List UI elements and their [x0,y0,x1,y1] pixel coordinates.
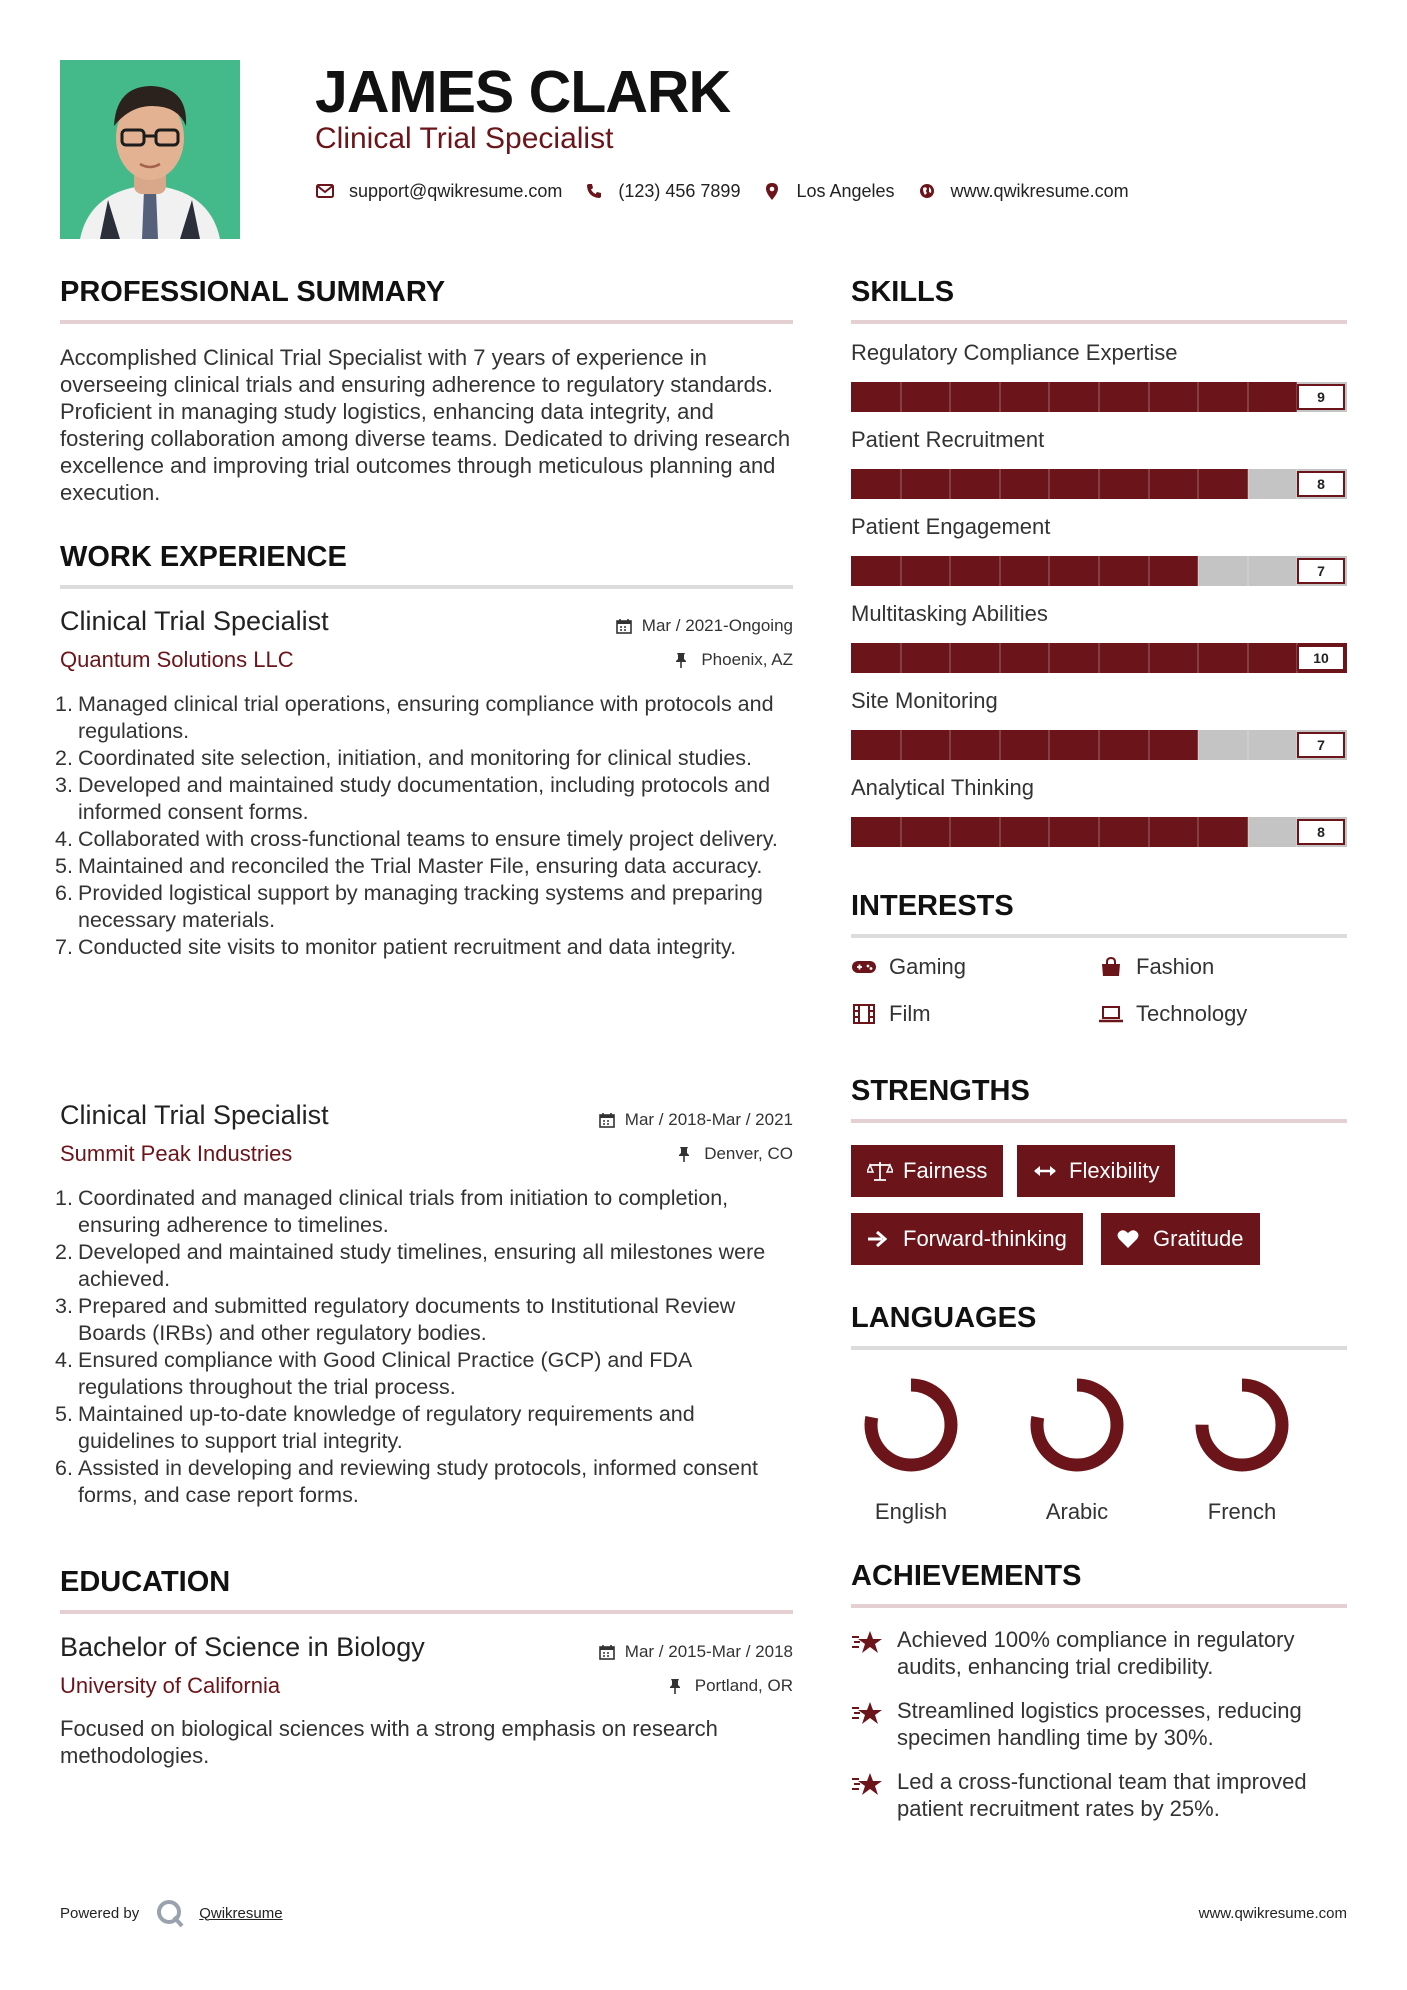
achievement-item [851,1697,1347,1751]
calendar-icon [599,1644,615,1660]
strengths-divider [851,1119,1347,1123]
skill-bar [851,469,1347,499]
experience-heading: WORK EXPERIENCE [60,541,347,573]
skill-bar-segment [900,817,902,847]
skill-level-badge: 8 [1297,819,1345,845]
skill-level-badge: 8 [1297,471,1345,497]
profile-photo [60,60,240,239]
skills-heading: SKILLS [851,276,955,308]
skill-bar-segment [949,643,951,673]
interest-label: Gaming [889,954,967,979]
language-label: Arabic [1045,1499,1109,1524]
skill-bar-segment [1197,643,1199,673]
skill-bar-segment [900,730,902,760]
skill-label: Patient Recruitment [851,427,1045,452]
contact-bar [315,178,1151,204]
skill-bar-segment [1197,556,1199,586]
interests-heading: INTERESTS [851,890,1014,922]
film-icon [851,1003,877,1025]
skill-bar-segment [1247,730,1249,760]
education-location [669,1676,793,1696]
list-item: 1. Coordinated and managed clinical trials from initiation to completion, ensuring adherence to timelines. [55,1186,729,1237]
job-location [675,650,793,670]
skill-bar-segment [999,556,1001,586]
summary-heading: PROFESSIONAL SUMMARY [60,276,446,308]
strength-label: Fairness [903,1158,988,1183]
strength-tag-forward-thinking [851,1213,1083,1265]
skill-bar-segment [1048,382,1050,412]
laptop-icon [1098,1003,1124,1025]
interest-label: Film [889,1001,931,1026]
website-text: www.qwikresume.com [950,180,1129,201]
strength-tag-flexibility [1017,1145,1175,1197]
skill-bar-segment [949,469,951,499]
skill-bar-segment [1247,469,1249,499]
skill-bar-segment [1148,643,1150,673]
job-dates [599,1110,793,1130]
pushpin-icon [675,652,691,668]
achievements-heading: ACHIEVEMENTS [851,1560,1082,1592]
pushpin-icon [669,1678,685,1694]
skill-bar-segment [1048,556,1050,586]
list-item: 2. Developed and maintained study timelines, ensuring all milestones were achieved. [55,1240,766,1291]
list-item: 5. Maintained and reconciled the Trial Master File, ensuring data accuracy. [55,854,763,878]
footer-brand-link[interactable]: Qwikresume [199,1904,283,1922]
interest-gaming [851,954,966,980]
list-item: 3. Prepared and submitted regulatory documents to Institutional Review Boards (IRBs) and other regulatory bodies. [55,1294,736,1345]
email-text: support@qwikresume.com [349,180,563,201]
job-dates-text: Mar / 2018-Mar / 2021 [624,1110,793,1129]
strength-tag-fairness [851,1145,1003,1197]
achievement-text: Streamlined logistics processes, reducing specimen handling time by 30%. [897,1698,1302,1750]
strength-tag-gratitude [1101,1213,1260,1265]
skill-bar [851,382,1347,412]
skill-bar-segment [900,643,902,673]
skill-bar-segment [1197,730,1199,760]
skill-bar-segment [1247,643,1249,673]
skills-divider [851,320,1347,324]
achievement-item [851,1768,1347,1822]
skill-bar [851,817,1347,847]
job-dates [616,616,793,636]
skill-bar-segment [1098,469,1100,499]
school-name: University of California [60,1673,281,1698]
language-ring [856,1370,966,1480]
star-badge-icon [851,1699,885,1729]
education-dates-text: Mar / 2015-Mar / 2018 [624,1642,793,1661]
skill-bar-segment [999,643,1001,673]
skill-bar [851,643,1347,673]
languages-divider [851,1346,1347,1350]
skill-bar-segment [1048,817,1050,847]
skill-bar-segment [1197,382,1199,412]
list-item: 1. Managed clinical trial operations, ensuring compliance with protocols and regulations. [55,692,774,743]
skill-bar [851,730,1347,760]
job-entry-1 [55,606,793,961]
skill-bar-segment [949,817,951,847]
language-arabic [1017,1370,1137,1525]
envelope-icon [315,181,335,201]
skill-bar-segment [1148,730,1150,760]
strength-label: Flexibility [1069,1158,1160,1183]
qwikresume-logo-icon [155,1898,185,1928]
globe-icon [917,181,937,201]
candidate-name: JAMES CLARK [315,59,731,125]
job-bullets [55,691,793,961]
skill-bar-segment [1098,382,1100,412]
skill-bar-segment [999,382,1001,412]
job-location-text: Phoenix, AZ [701,650,793,669]
list-item: 7. Conducted site visits to monitor patient recruitment and data integrity. [55,935,737,959]
achievement-item [851,1626,1347,1680]
list-item: 3. Developed and maintained study documentation, including protocols and informed consent forms. [55,773,771,824]
skill-bar-segment [1148,556,1150,586]
skill-bar-segment [1197,469,1199,499]
footer-url[interactable]: www.qwikresume.com [1198,1905,1347,1922]
skill-label: Analytical Thinking [851,775,1035,800]
language-french [1182,1370,1302,1525]
job-dates-text: Mar / 2021-Ongoing [641,616,793,635]
language-ring [1022,1370,1132,1480]
skill-level-badge: 7 [1297,732,1345,758]
language-label: French [1207,1499,1277,1524]
pushpin-icon [678,1146,694,1162]
job-title: Clinical Trial Specialist [60,1100,329,1130]
skill-bar-fill [851,382,1297,412]
achievement-text: Achieved 100% compliance in regulatory audits, enhancing trial credibility. [897,1627,1295,1679]
gamepad-icon [851,956,877,978]
list-item: 2. Coordinated site selection, initiation, and monitoring for clinical studies. [55,746,753,770]
calendar-icon [616,618,632,634]
avatar-portrait [60,60,240,239]
contact-email[interactable] [315,181,562,202]
candidate-title: Clinical Trial Specialist [315,122,614,155]
skill-label: Regulatory Compliance Expertise [851,340,1178,365]
skill-bar-segment [1247,556,1249,586]
interest-fashion [1098,954,1214,980]
skill-bar-segment [900,382,902,412]
skill-bar-segment [1098,817,1100,847]
skill-bar-segment [1048,730,1050,760]
job-location [678,1144,793,1164]
contact-phone[interactable] [584,181,740,202]
summary-divider [60,320,793,324]
powered-by-label: Powered by [60,1904,140,1922]
skill-label: Site Monitoring [851,688,998,713]
skill-bar-segment [1098,730,1100,760]
strengths-heading: STRENGTHS [851,1075,1030,1107]
skill-bar-segment [999,730,1001,760]
list-item: 6. Assisted in developing and reviewing study protocols, informed consent forms, and case report forms. [55,1456,759,1507]
skill-label: Patient Engagement [851,514,1051,539]
language-ring [1187,1370,1297,1480]
map-pin-icon [762,181,782,201]
language-label: English [874,1499,948,1524]
skill-bar-segment [1048,469,1050,499]
skill-label: Multitasking Abilities [851,601,1048,626]
job-title: Clinical Trial Specialist [60,606,329,636]
job-location-text: Denver, CO [704,1144,793,1163]
list-item: 5. Maintained up-to-date knowledge of regulatory requirements and guidelines to support trial integrity. [55,1402,695,1453]
arrows-horizontal-icon [1033,1160,1059,1182]
skill-bar-segment [999,817,1001,847]
interests-divider [851,934,1347,938]
education-heading: EDUCATION [60,1566,231,1598]
summary-text: Accomplished Clinical Trial Specialist with 7 years of experience in overseeing clinical trials and ensuring adherence to regulatory standards. Proficient in managing study logistics, enhancing data integrity, and fostering collaboration among diverse teams. Dedicated to driving research excellence and improving trial outcomes through meticulous planning and execution. [60,345,791,505]
skill-level-badge: 9 [1297,384,1345,410]
job-company: Summit Peak Industries [60,1141,293,1166]
skill-bar-segment [949,730,951,760]
skill-bar-segment [999,469,1001,499]
location-text: Los Angeles [796,180,895,201]
list-item: 4. Collaborated with cross-functional teams to ensure timely project delivery. [55,827,778,851]
footer-powered-by [60,1898,283,1928]
arrow-right-icon [867,1228,893,1250]
interest-technology [1098,1001,1247,1027]
achievement-text: Led a cross-functional team that improved patient recruitment rates by 25%. [897,1769,1307,1821]
contact-location [762,181,894,202]
star-badge-icon [851,1628,885,1658]
skill-level-badge: 7 [1297,558,1345,584]
skill-bar-segment [949,382,951,412]
education-divider [60,1610,793,1614]
job-bullets [55,1185,793,1509]
skill-bar-segment [1148,382,1150,412]
skill-bar-segment [1197,817,1199,847]
skill-bar-segment [900,556,902,586]
star-badge-icon [851,1770,885,1800]
skill-bar-segment [900,469,902,499]
language-english [851,1370,971,1525]
skill-bar-segment [1148,817,1150,847]
strength-label: Forward-thinking [903,1226,1067,1251]
languages-heading: LANGUAGES [851,1302,1037,1334]
achievements-divider [851,1604,1347,1608]
skill-bar-segment [1048,643,1050,673]
calendar-icon [599,1112,615,1128]
job-entry-2 [55,1100,793,1509]
education-dates [599,1642,793,1662]
interest-film [851,1001,931,1027]
education-entry [60,1632,793,1769]
skill-level-badge: 10 [1297,645,1345,671]
experience-divider [60,585,793,589]
skill-bar-segment [1098,556,1100,586]
shopping-bag-icon [1098,956,1124,978]
skill-bar-fill [851,730,1198,760]
skill-bar-segment [1098,643,1100,673]
skill-bar-segment [1247,817,1249,847]
education-location-text: Portland, OR [694,1676,793,1695]
job-company: Quantum Solutions LLC [60,647,294,672]
skill-bar-segment [1148,469,1150,499]
interest-label: Technology [1136,1001,1248,1026]
contact-website[interactable] [917,181,1129,202]
skill-bar-fill [851,556,1198,586]
skill-bar-segment [1247,382,1249,412]
scale-icon [867,1160,893,1182]
education-description: Focused on biological sciences with a strong emphasis on research methodologies. [60,1716,718,1768]
skill-bar [851,556,1347,586]
heart-icon [1117,1228,1143,1250]
list-item: 4. Ensured compliance with Good Clinical Practice (GCP) and FDA regulations throughout the trial process. [55,1348,692,1399]
list-item: 6. Provided logistical support by managing tracking systems and preparing necessary materials. [55,881,763,932]
interest-label: Fashion [1136,954,1215,979]
skill-bar-segment [949,556,951,586]
strength-label: Gratitude [1153,1226,1244,1251]
degree-title: Bachelor of Science in Biology [60,1632,425,1662]
phone-icon [584,181,604,201]
phone-text: (123) 456 7899 [618,180,741,201]
